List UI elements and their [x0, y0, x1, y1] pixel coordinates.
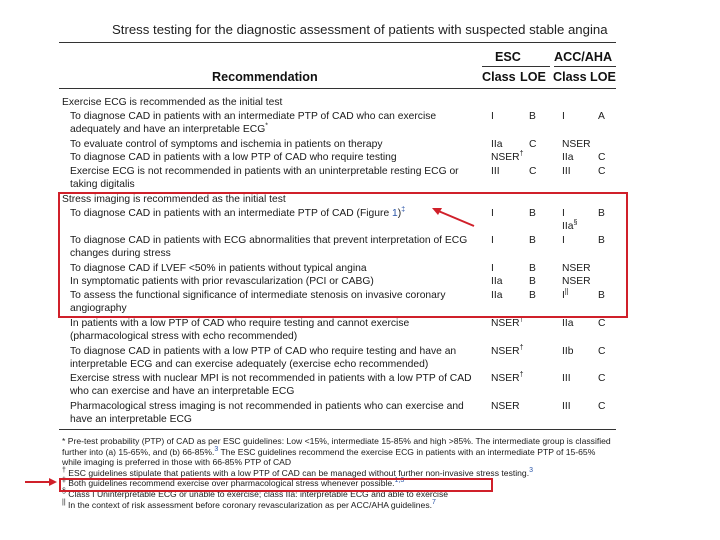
recommendation-text: In patients with a low PTP of CAD who require testing and cannot exercise (pharmacological stress with echo recommended)	[70, 318, 410, 343]
esc-loe: B	[529, 290, 536, 301]
highlight-box-stress-imaging	[58, 192, 628, 318]
aha-class: NSER	[562, 139, 591, 150]
aha-loe: C	[598, 373, 606, 384]
section-label: Stress imaging is recommended as the initial test	[62, 194, 286, 205]
esc-loe: C	[529, 166, 537, 177]
aha-class: III	[562, 401, 571, 412]
recommendation-text: To diagnose CAD in patients with a low PTP of CAD who require testing and have an interpretable ECG and can exercise adequately (exercise echo recommended)	[70, 346, 457, 371]
esc-class: IIa	[491, 276, 503, 287]
aha-class: I	[562, 111, 565, 122]
aha-class: III	[562, 166, 571, 177]
esc-class: NSER†	[491, 371, 524, 384]
aha-class: III	[562, 373, 571, 384]
esc-class: NSER	[491, 401, 520, 412]
esc-loe: B	[529, 263, 536, 274]
aha-loe: C	[598, 346, 606, 357]
esc-loe: B	[529, 208, 536, 219]
aha-class: NSER	[562, 276, 591, 287]
recommendation-text: In symptomatic patients with prior revascularization (PCI or CABG)	[70, 276, 374, 287]
footnote: || In the context of risk assessment before coronary revascularization as per ACC/AHA guidelines.$^7$	[62, 498, 436, 510]
table-bottom-rule	[59, 429, 616, 430]
footnote: § Class I Uninterpretable ECG or unable to exercise; class IIa: interpretable ECG and able to exercise	[62, 488, 449, 499]
aha-loe: A	[598, 111, 605, 122]
header-esc: ESC	[495, 50, 521, 64]
recommendation-text: To diagnose CAD in patients with an intermediate PTP of CAD (Figure 1)‡	[70, 206, 406, 219]
aha-class: IIa	[562, 318, 574, 329]
recommendation-text: Exercise ECG is not recommended in patients with an uninterpretable resting ECG or taking digitalis	[70, 166, 459, 191]
recommendation-text: Exercise stress with nuclear MPI is not recommended in patients with a low PTP of CAD who can exercise and have an interpretable ECG	[70, 373, 472, 398]
highlight-box-footnote	[59, 478, 493, 492]
arrow-right-icon	[24, 476, 58, 488]
esc-class: I	[491, 208, 494, 219]
esc-class: NSER†	[491, 344, 524, 357]
aha-class: IIa	[562, 152, 574, 163]
esc-loe: B	[529, 235, 536, 246]
aha-loe: C	[598, 152, 606, 163]
figure-link[interactable]: 1	[392, 208, 398, 219]
recommendation-text: To diagnose CAD in patients with ECG abnormalities that prevent interpretation of ECG changes during stress	[70, 235, 468, 260]
recommendation-text: To diagnose CAD in patients with a low PTP of CAD who require testing	[70, 152, 397, 163]
esc-class: NSER†	[491, 150, 524, 163]
esc-class: I	[491, 111, 494, 122]
aha-class: IIb	[562, 346, 574, 357]
header-aha-class: Class	[553, 70, 587, 84]
header-rule	[59, 88, 616, 89]
esc-loe: B	[529, 276, 536, 287]
esc-class: IIa	[491, 139, 503, 150]
section-label: Exercise ECG is recommended as the initial test	[62, 97, 283, 108]
aha-loe: B	[598, 290, 605, 301]
footnote: ‡ Both guidelines recommend exercise over pharmacological stress whenever possible.$^{1,3}$	[62, 477, 405, 489]
recommendation-text: To diagnose CAD in patients with an intermediate PTP of CAD who can exercise adequately and have an interpretable ECG*	[70, 111, 437, 136]
header-esc-class: Class	[482, 70, 516, 84]
esc-class: NSER†	[491, 316, 524, 329]
esc-loe: B	[529, 111, 536, 122]
page-title: Stress testing for the diagnostic assessment of patients with suspected stable angina	[112, 22, 608, 37]
esc-loe: C	[529, 139, 537, 150]
esc-class: III	[491, 166, 500, 177]
aha-loe: C	[598, 401, 606, 412]
footnotes	[62, 436, 612, 510]
esc-class: IIa	[491, 290, 503, 301]
header-recommendation: Recommendation	[212, 70, 318, 84]
footnote: * Pre-test probability (PTP) of CAD as per ESC guidelines: Low <15%, intermediate 15-85% and high >85%. The intermediate group is classified further into (a) 15-65%, and (b) 66-85%.$^3$ The ESC guidelines recommend the exercise ECG in patients with an intermediate PTP of 15-65% while imaging is preferred in those with 66-85% PTP of CAD	[62, 436, 611, 468]
recommendation-text: Pharmacological stress imaging is not recommended in patients who can exercise and have an interpretable ECG	[70, 401, 464, 426]
aha-class: I	[562, 208, 565, 219]
header-esc-loe: LOE	[520, 70, 546, 84]
esc-group-line	[482, 66, 550, 67]
recommendation-text: To diagnose CAD if LVEF <50% in patients without typical angina	[70, 263, 367, 274]
recommendation-text: To assess the functional significance of intermediate stenosis on invasive coronary angiography	[70, 290, 446, 315]
arrow-left-icon	[430, 206, 476, 228]
aha-class: I	[562, 235, 565, 246]
aha-loe: C	[598, 318, 606, 329]
aha-class-secondary: IIa§	[562, 219, 578, 232]
acc-aha-group-line	[554, 66, 616, 67]
aha-class: I||	[562, 288, 569, 301]
aha-loe: B	[598, 235, 605, 246]
esc-class: I	[491, 235, 494, 246]
footnote: † ESC guidelines stipulate that patients with a low PTP of CAD can be managed without further non-invasive stress testing.$^3$	[62, 466, 534, 478]
recommendation-text: To evaluate control of symptoms and ischemia in patients on therapy	[70, 139, 383, 150]
aha-loe: C	[598, 166, 606, 177]
aha-loe: B	[598, 208, 605, 219]
header-acc-aha: ACC/AHA	[554, 50, 613, 64]
title-rule	[59, 42, 616, 43]
aha-class: NSER	[562, 263, 591, 274]
header-aha-loe: LOE	[590, 70, 616, 84]
esc-class: I	[491, 263, 494, 274]
